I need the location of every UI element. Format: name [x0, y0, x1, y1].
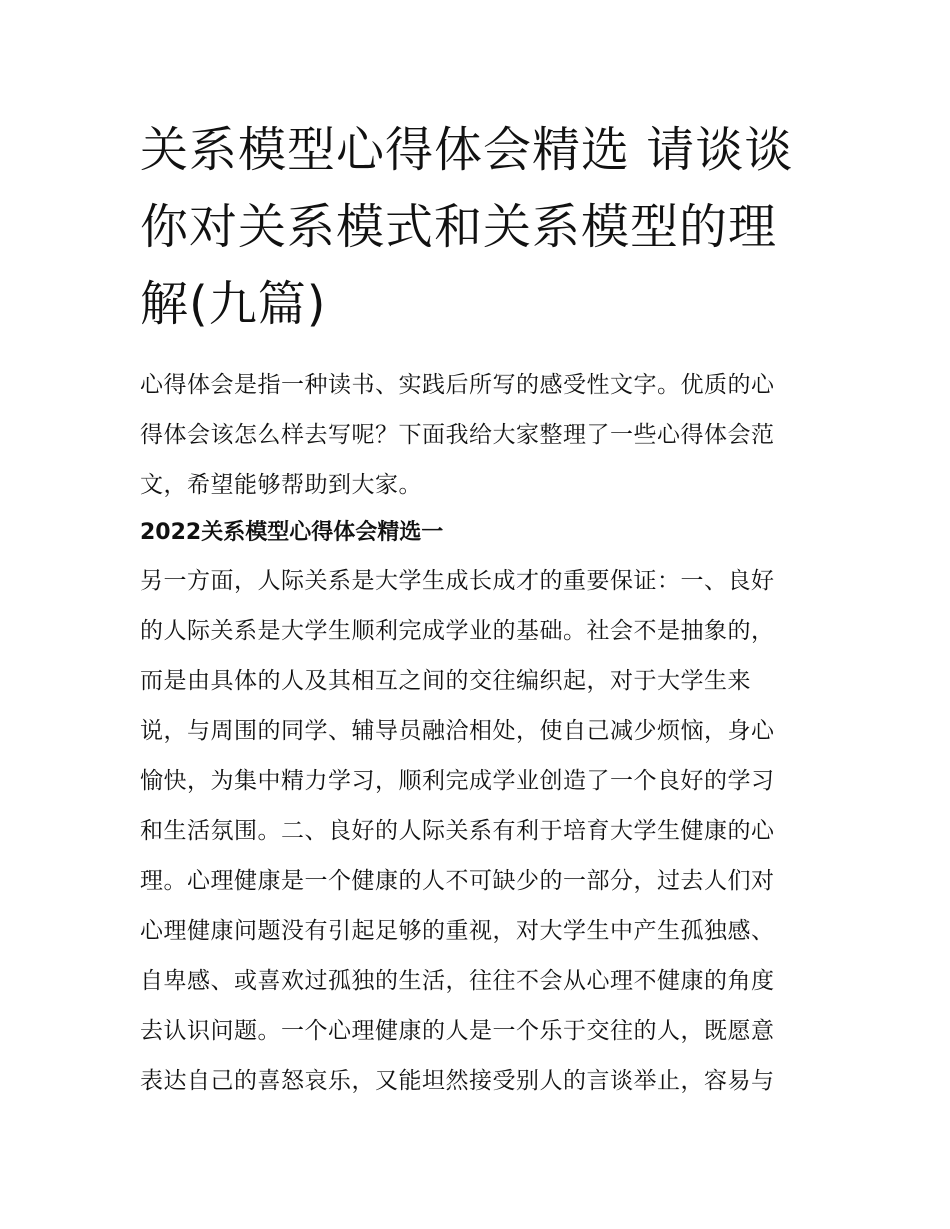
text-line: 另一方面，人际关系是大学生成长成才的重要保证：一、良好 [140, 568, 775, 594]
title-line: 关系模型心得体会精选 请谈谈 [140, 122, 794, 178]
document-body [140, 360, 820, 1106]
text-line: 表达自己的喜怒哀乐，又能坦然接受别人的言谈举止，容易与 [140, 1068, 775, 1094]
intro-paragraph [140, 360, 820, 510]
title-line: 解(九篇) [140, 276, 327, 332]
text-line: 说，与周围的同学、辅导员融洽相处，使自己减少烦恼，身心 [140, 718, 775, 744]
title-line: 你对关系模式和关系模型的理 [140, 199, 778, 255]
section-heading: 2022关系模型心得体会精选一 [140, 520, 444, 545]
text-line: 理。心理健康是一个健康的人不可缺少的一部分，过去人们对 [140, 868, 775, 894]
text-line: 得体会该怎么样去写呢？下面我给大家整理了一些心得体会范 [140, 422, 775, 448]
text-line: 自卑感、或喜欢过孤独的生活，往往不会从心理不健康的角度 [140, 968, 775, 994]
text-line: 而是由具体的人及其相互之间的交往编织起，对于大学生来 [140, 668, 751, 694]
document-title [140, 112, 820, 343]
text-line: 和生活氛围。二、良好的人际关系有利于培育大学生健康的心 [140, 818, 775, 844]
section-paragraph [140, 556, 820, 1106]
text-line: 文，希望能够帮助到大家。 [140, 472, 422, 498]
text-line: 去认识问题。一个心理健康的人是一个乐于交往的人，既愿意 [140, 1018, 775, 1044]
text-line: 的人际关系是大学生顺利完成学业的基础。社会不是抽象的， [140, 618, 775, 644]
text-line: 心理健康问题没有引起足够的重视，对大学生中产生孤独感、 [140, 918, 775, 944]
text-line: 愉快，为集中精力学习，顺利完成学业创造了一个良好的学习 [140, 768, 775, 794]
text-line: 心得体会是指一种读书、实践后所写的感受性文字。优质的心 [140, 372, 775, 398]
